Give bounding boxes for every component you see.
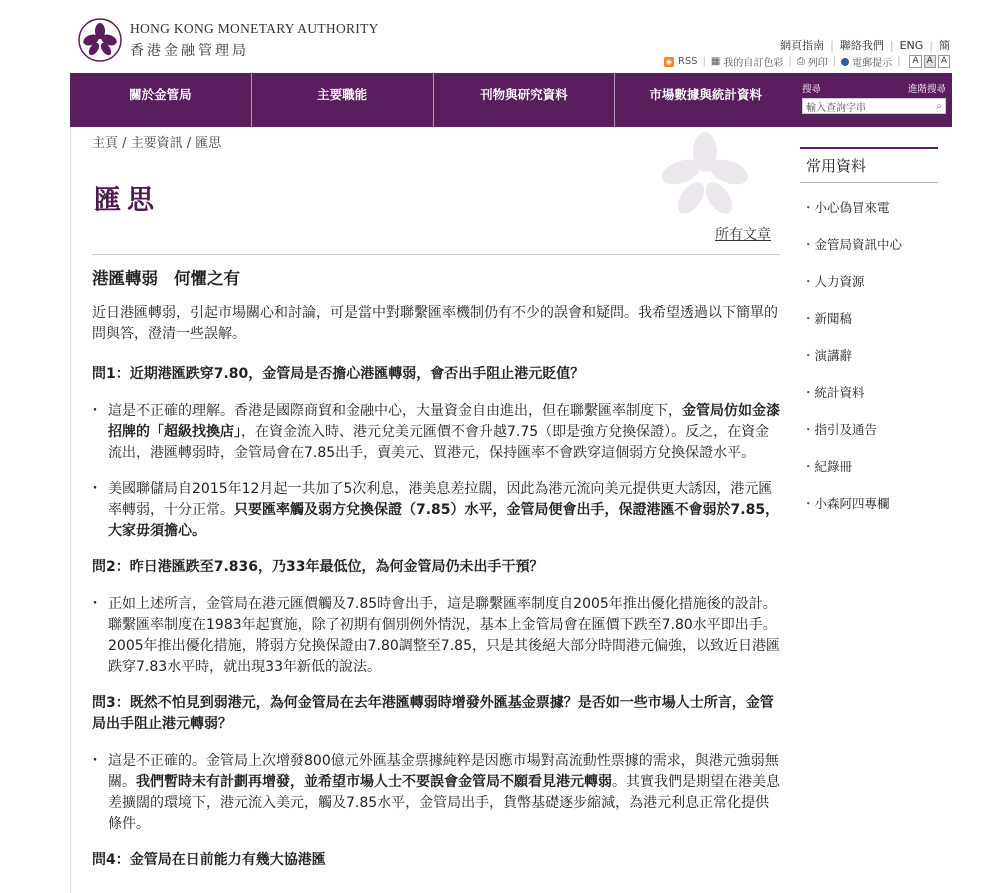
font-size-large-button[interactable]: A xyxy=(938,55,950,68)
answer-bullet: ・ 正如上述所言，金管局在港元匯價觸及7.85時會出手，這是聯繫匯率制度自2005年推出優化措施後的設計。聯繫匯率制度在1983年起實施，除了初期有個別例外情況，基本上金管局會在匯價下跌至7.80水平即出手。2005年推出優化措施，將弱方兌換保證由7.80調整至7.85，只是其後絕大部分時間港元偏強，以致近日港匯跌穿7.83水平時，就出現33年新低的說法。 xyxy=(92,594,782,678)
article-body xyxy=(92,268,782,887)
main-nav xyxy=(70,73,796,127)
sidebar-item-statistics[interactable]: ・ 統計資料 xyxy=(800,383,902,420)
question-4: 問4：金管局在日前能力有幾大協港匯 xyxy=(92,852,326,868)
english-link[interactable]: ENG xyxy=(899,38,924,52)
sidebar-title: 常用資料 xyxy=(806,157,867,175)
question-3: 問3：既然不怕見到弱港元，為何金管局在去年港匯轉弱時增發外匯基金票據？是否如一些市場人士所言，金管局出手阻止港元轉弱？ xyxy=(92,695,774,732)
search-panel xyxy=(796,73,952,127)
utility-tools: ◉ RSS | ▦ 我的自訂色彩 | ⎙ 列印 | 電郵提示 | A A A xyxy=(664,54,950,69)
question-1: 問1：近期港匯跌穿7.80，金管局是否擔心港匯轉弱，會否出手阻止港元貶值？ xyxy=(92,366,585,382)
search-placeholder: 輸入查詢字串 xyxy=(806,102,866,114)
answer-bullet: ・ 這是不正確的。金管局上次增發800億元外匯基金票據純粹是因應市場對高流動性票據的需求，與港元強弱無關。我們暫時未有計劃再增發，並希望市場人士不要誤會金管局不願看見港元轉弱。其實我們是期望在港美息差擴闊的環境下，港元流入美元，觸及7.85水平，金管局出手，貨幣基礎逐步縮減，為港元利息正常化提供條件。 xyxy=(92,751,782,835)
simplified-chinese-link[interactable]: 簡 xyxy=(939,39,950,52)
sitemap-link[interactable]: 網頁指南 xyxy=(780,39,825,52)
font-size-small-button[interactable]: A xyxy=(909,55,921,68)
font-size-medium-button[interactable]: A xyxy=(924,55,936,68)
sidebar-item-hr[interactable]: ・ 人力資源 xyxy=(800,272,902,309)
sidebar-top-rule xyxy=(800,147,938,149)
sidebar-item-fraud-calls[interactable]: ・ 小心偽冒來電 xyxy=(800,198,902,235)
org-name-zh: 香港金融管理局 xyxy=(130,42,249,59)
custom-color-link[interactable]: 我的自訂色彩 xyxy=(723,58,784,69)
article-title: 港匯轉弱 何懼之有 xyxy=(92,269,240,288)
advanced-search-link[interactable]: 進階搜尋 xyxy=(907,84,946,95)
email-icon xyxy=(841,58,849,66)
nav-publications[interactable]: 刊物與研究資料 xyxy=(434,73,616,127)
org-name-en: HONG KONG MONETARY AUTHORITY xyxy=(130,20,379,36)
content-border xyxy=(70,127,71,893)
all-articles-link[interactable]: 所有文章 xyxy=(715,227,771,243)
rss-link[interactable]: RSS xyxy=(677,56,698,67)
search-label: 搜尋 xyxy=(802,84,822,95)
bauhinia-logo-icon xyxy=(78,18,122,62)
answer-bullet: ・ 美國聯儲局自2015年12月起一共加了5次利息，港美息差拉闊，因此為港元流向美元提供更大誘因，港元匯率轉弱，十分正常。只要匯率觸及弱方兌換保證（7.85）水平，金管局便會出手，保證港匯不會弱於7.85，大家毋須擔心。 xyxy=(92,479,782,542)
sidebar-item-press-releases[interactable]: ・ 新聞稿 xyxy=(800,309,902,346)
divider xyxy=(92,254,780,255)
question-2: 問2：昨日港匯跌至7.836，乃33年最低位，為何金管局仍未出手干預？ xyxy=(92,559,544,575)
nav-functions[interactable]: 主要職能 xyxy=(252,73,434,127)
rss-icon: ◉ xyxy=(665,57,672,66)
nav-market-data[interactable]: 市場數據與統計資料 xyxy=(649,87,762,102)
answer-bullet: ・ 這是不正確的理解。香港是國際商貿和金融中心，大量資金自由進出，但在聯繫匯率制度下，金管局仿如金漆招牌的「超級找換店」，在資金流入時、港元兌美元匯價不會升越7.75（即是強方兌換保證）。反之，在資金流出，港匯轉弱時，金管局會在7.85出手，賣美元、買港元，保持匯率不會跌穿這個弱方兌換保證水平。 xyxy=(92,401,782,464)
bauhinia-watermark-icon xyxy=(655,130,755,220)
article-intro: 近日港匯轉弱，引起市場關心和討論，可是當中對聯繫匯率機制仍有不少的誤會和疑問。我希望透過以下簡單的問與答，澄清一些誤解。 xyxy=(92,305,778,342)
sidebar-item-column[interactable]: ・ 小森阿四專欄 xyxy=(800,494,902,531)
hkma-logo[interactable] xyxy=(78,18,379,62)
palette-icon: ▦ xyxy=(710,56,721,67)
breadcrumb[interactable]: 主頁 / 主要資訊 / 匯思 xyxy=(92,136,222,151)
sidebar-rule xyxy=(800,182,938,183)
font-size-controls xyxy=(909,55,950,68)
search-icon[interactable]: ⌕ xyxy=(936,100,942,112)
email-alert-link[interactable]: 電郵提示 xyxy=(852,58,893,69)
print-link[interactable]: 列印 xyxy=(807,58,828,69)
sidebar-item-guidelines[interactable]: ・ 指引及通告 xyxy=(800,420,902,457)
nav-about[interactable]: 關於金管局 xyxy=(70,73,252,127)
sidebar-item-info-centre[interactable]: ・ 金管局資訊中心 xyxy=(800,235,902,272)
page-title: 匯思 xyxy=(94,185,160,216)
utility-links: 網頁指南 | 聯絡我們 | ENG | 簡 xyxy=(780,38,950,52)
print-icon: ⎙ xyxy=(796,56,805,67)
sidebar-list xyxy=(800,198,902,531)
search-input[interactable] xyxy=(802,98,946,114)
contact-link[interactable]: 聯絡我們 xyxy=(839,39,884,52)
sidebar-item-registers[interactable]: ・ 紀錄冊 xyxy=(800,457,902,494)
sidebar-item-speeches[interactable]: ・ 演講辭 xyxy=(800,346,902,383)
